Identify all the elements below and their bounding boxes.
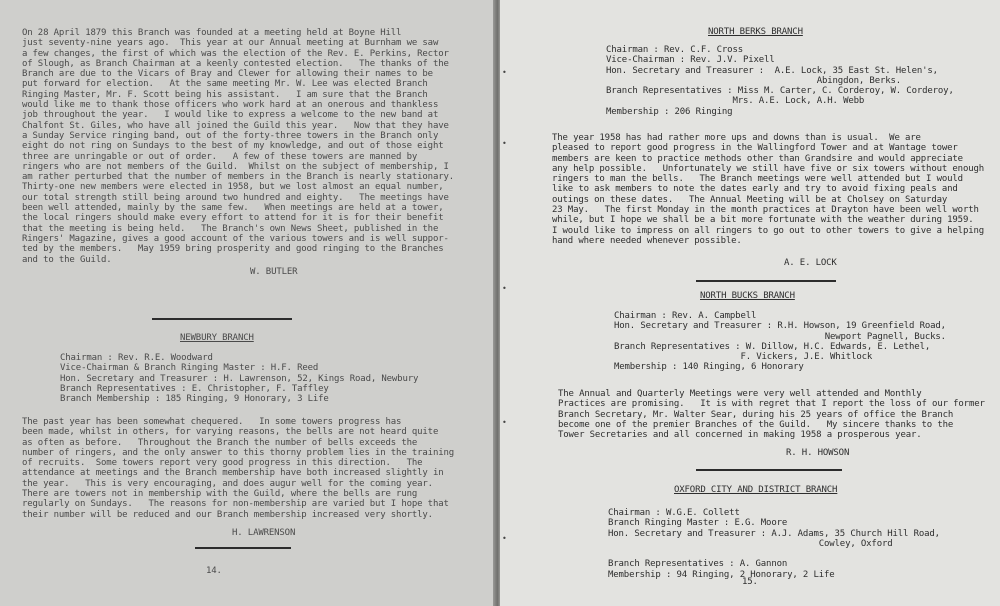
text-line: Chairman : W.G.E. Collett xyxy=(608,508,740,518)
text-line: just seventy-nine years ago. This year at our Annual meeting at Burnham we saw xyxy=(22,38,439,49)
text-line: Membership : 140 Ringing, 6 Honorary xyxy=(614,362,804,373)
text-line: The year 1958 has had rather more ups and downs than is usual. We are xyxy=(552,133,921,143)
text-line: ted by the members. May 1959 bring prosperity and good ringing to the Branches xyxy=(22,244,444,255)
text-line: any help possible. Unfortunately we still have five or six towers without enough xyxy=(552,163,985,174)
text-line: Chairman : Rev. A. Campbell xyxy=(614,311,757,321)
text-line: our total strength still being around two hundred and eighty. The meetings have xyxy=(22,192,449,203)
page-number-right: 15. xyxy=(742,577,758,587)
text-line xyxy=(608,549,940,559)
north-bucks-branch-heading: NORTH BUCKS BRANCH xyxy=(700,291,795,301)
text-line: On 28 April 1879 this Branch was founded at a meeting held at Boyne Hill xyxy=(22,28,402,38)
divider xyxy=(696,280,836,282)
text-line: pleased to report good progress in the Wallingford Tower and at Wantage tower xyxy=(552,143,958,154)
text-line: Vice-Chairman & Branch Ringing Master : H.F. Reed xyxy=(60,363,319,374)
newbury-officers xyxy=(60,353,418,404)
text-line: a few changes, the first of which was the election of the Rev. E. Perkins, Rector xyxy=(22,48,449,59)
text-line: Hon. Secretary and Treasurer : H. Lawrenson, 52, Kings Road, Newbury xyxy=(60,373,419,384)
north-berks-paragraph xyxy=(552,133,984,246)
divider xyxy=(152,318,292,320)
text-line: attendance at meetings and the Branch membership have both increased slightly in xyxy=(22,468,444,479)
right-page xyxy=(500,0,1000,606)
binding-hole-mark: • xyxy=(502,284,507,293)
text-line: as often as before. Throughout the Branch the number of bells exceeds the xyxy=(22,437,418,448)
text-line: a Sunday Service ringing band, out of the forty-three towers in the Branch only xyxy=(22,130,439,141)
text-line: the local ringers should make every effort to attend for it is for their benefit xyxy=(22,213,444,224)
text-line: number of ringers, and the only answer to this thorny problem lies in the training xyxy=(22,447,455,458)
text-line: 23 May. The first Monday in the month practices at Drayton have been well worth xyxy=(552,205,979,216)
text-line: outings on these dates. The Annual Meeting will be at Cholsey on Saturday xyxy=(552,194,948,205)
text-line: Vice-Chairman : Rev. J.V. Pixell xyxy=(606,55,775,66)
text-line: been well attended, mainly by the same few. When meetings are held at a tower, xyxy=(22,203,444,214)
text-line: F. Vickers, J.E. Whitlock xyxy=(614,352,873,363)
text-line: three are unringable or out of order. A few of these towers are manned by xyxy=(22,151,418,162)
text-line: eight do not ring on Sundays to the best of my knowledge, and out of those eight xyxy=(22,141,444,152)
signature-howson: R. H. HOWSON xyxy=(786,448,850,458)
text-line: hand where needed whenever possible. xyxy=(552,235,742,246)
text-line: Tower Secretaries and all concerned in making 1958 a prosperous year. xyxy=(558,430,922,441)
text-line: become one of the premier Branches of the Guild. My sincere thanks to the xyxy=(558,419,954,430)
text-line: put forward for election. At the same meeting Mr. W. Lee was elected Branch xyxy=(22,79,428,90)
intro-paragraph xyxy=(22,28,454,265)
text-line: their number will be reduced and our Branch membership increased very shortly. xyxy=(22,509,433,520)
text-line: job throughout the year. I would like to express a welcome to the new band at xyxy=(22,110,439,121)
text-line: would like me to thank those officers who work hard at an onerous and thankless xyxy=(22,100,439,111)
text-line: Branch Representatives : W. Dillow, H.C. Edwards, E. Lethel, xyxy=(614,341,931,352)
north-bucks-paragraph xyxy=(558,389,985,440)
text-line: Newport Pagnell, Bucks. xyxy=(614,331,946,342)
text-line: Mrs. A.E. Lock, A.H. Webb xyxy=(606,96,865,107)
text-line: of recruits. Some towers report very good progress in this direction. The xyxy=(22,458,423,469)
text-line: The past year has been somewhat chequered. In some towers progress has xyxy=(22,417,402,427)
text-line: Branch Ringing Master : E.G. Moore xyxy=(608,518,788,529)
text-line: Hon. Secretary and Treasurer : A.J. Adams, 35 Church Hill Road, xyxy=(608,528,940,539)
text-line: Chairman : Rev. C.F. Cross xyxy=(606,45,743,55)
left-page xyxy=(0,0,495,606)
text-line: ringers to man the bells. The Branch meetings were well attended but I would xyxy=(552,174,963,185)
text-line: Thirty-one new members were elected in 1958, but we lost almost an equal number, xyxy=(22,182,444,193)
text-line: the year. This is very encouraging, and does augur well for the coming year. xyxy=(22,478,433,489)
divider xyxy=(696,469,842,471)
north-berks-branch-heading: NORTH BERKS BRANCH xyxy=(708,27,803,37)
north-bucks-officers xyxy=(614,311,946,373)
oxford-officers xyxy=(608,508,940,580)
text-line: Membership : 94 Ringing, 2 Honorary, 2 Life xyxy=(608,569,835,580)
text-line: Ringers' Magazine, gives a good account of the various towers and is well suppor- xyxy=(22,233,449,244)
text-line: Hon. Secretary and Treasurer : A.E. Lock, 35 East St. Helen's, xyxy=(606,65,938,76)
text-line: Branch are due to the Vicars of Bray and Clewer for allowing their names to be xyxy=(22,69,433,80)
binding-hole-mark: • xyxy=(502,534,507,543)
signature-lawrenson: H. LAWRENSON xyxy=(232,528,296,538)
text-line: Hon. Secretary and Treasurer : R.H. Howson, 19 Greenfield Road, xyxy=(614,321,946,332)
signature-lock: A. E. LOCK xyxy=(784,258,837,268)
text-line: Branch Representatives : A. Gannon xyxy=(608,559,788,570)
text-line: Membership : 206 Ringing xyxy=(606,106,733,117)
text-line: like to ask members to note the dates early and try to avoid fixing peals and xyxy=(552,184,958,195)
divider xyxy=(195,547,291,549)
text-line: Chairman : Rev. R.E. Woodward xyxy=(60,353,213,363)
page-number-left: 14. xyxy=(206,566,222,576)
text-line: There are towers not in membership with the Guild, where the bells are rung xyxy=(22,489,418,500)
text-line: Abingdon, Berks. xyxy=(606,75,902,86)
binding-hole-mark: • xyxy=(502,139,507,148)
signature-butler: W. BUTLER xyxy=(250,267,298,277)
text-line: Branch Secretary, Mr. Walter Sear, during his 25 years of office the Branch xyxy=(558,409,954,420)
text-line: and to the Guild. xyxy=(22,254,112,265)
text-line: ringers who are not members of the Guild. Whilst on the subject of membership, I xyxy=(22,161,449,172)
north-berks-officers xyxy=(606,45,954,117)
text-line: Branch Membership : 185 Ringing, 9 Honorary, 3 Life xyxy=(60,394,329,405)
text-line: Practices are promising. It is with regret that I report the loss of our former xyxy=(558,399,985,410)
text-line: Branch Representatives : Miss M. Carter, C. Corderoy, W. Corderoy, xyxy=(606,86,954,97)
text-line: Cowley, Oxford xyxy=(608,538,893,549)
newbury-paragraph xyxy=(22,417,454,520)
text-line: members are keen to practice methods other than Grandsire and would appreciate xyxy=(552,153,963,164)
binding-hole-mark: • xyxy=(502,418,507,427)
text-line: I would like to impress on all ringers to go out to other towers to give a helping xyxy=(552,225,985,236)
text-line: while, but I hope we shall be a bit more fortunate with the weather during 1959. xyxy=(552,215,974,226)
text-line: The Annual and Quarterly Meetings were very well attended and Monthly xyxy=(558,389,922,399)
text-line: Branch Representatives : E. Christopher, F. Taffley xyxy=(60,383,329,394)
text-line: Ringing Master, Mr. F. Scott being his assistant. I am sure that the Branch xyxy=(22,89,428,100)
oxford-city-branch-heading: OXFORD CITY AND DISTRICT BRANCH xyxy=(674,485,838,495)
text-line: am rather perturbed that the number of members in the Branch is nearly stationary. xyxy=(22,172,455,183)
newbury-branch-heading: NEWBURY BRANCH xyxy=(180,333,254,343)
text-line: Chalfont St. Giles, who have all joined the Guild this year. Now that they have xyxy=(22,120,449,131)
text-line: of Slough, as Branch Chairman at a keenly contested election. The thanks of the xyxy=(22,58,449,69)
text-line: that the meeting is being held. The Branch's own News Sheet, published in the xyxy=(22,223,439,234)
text-line: regularly on Sundays. The reasons for non-membership are varied but I hope that xyxy=(22,499,449,510)
binding-hole-mark: • xyxy=(502,68,507,77)
text-line: been made, whilst in others, for varying reasons, the bells are not heard quite xyxy=(22,427,439,438)
